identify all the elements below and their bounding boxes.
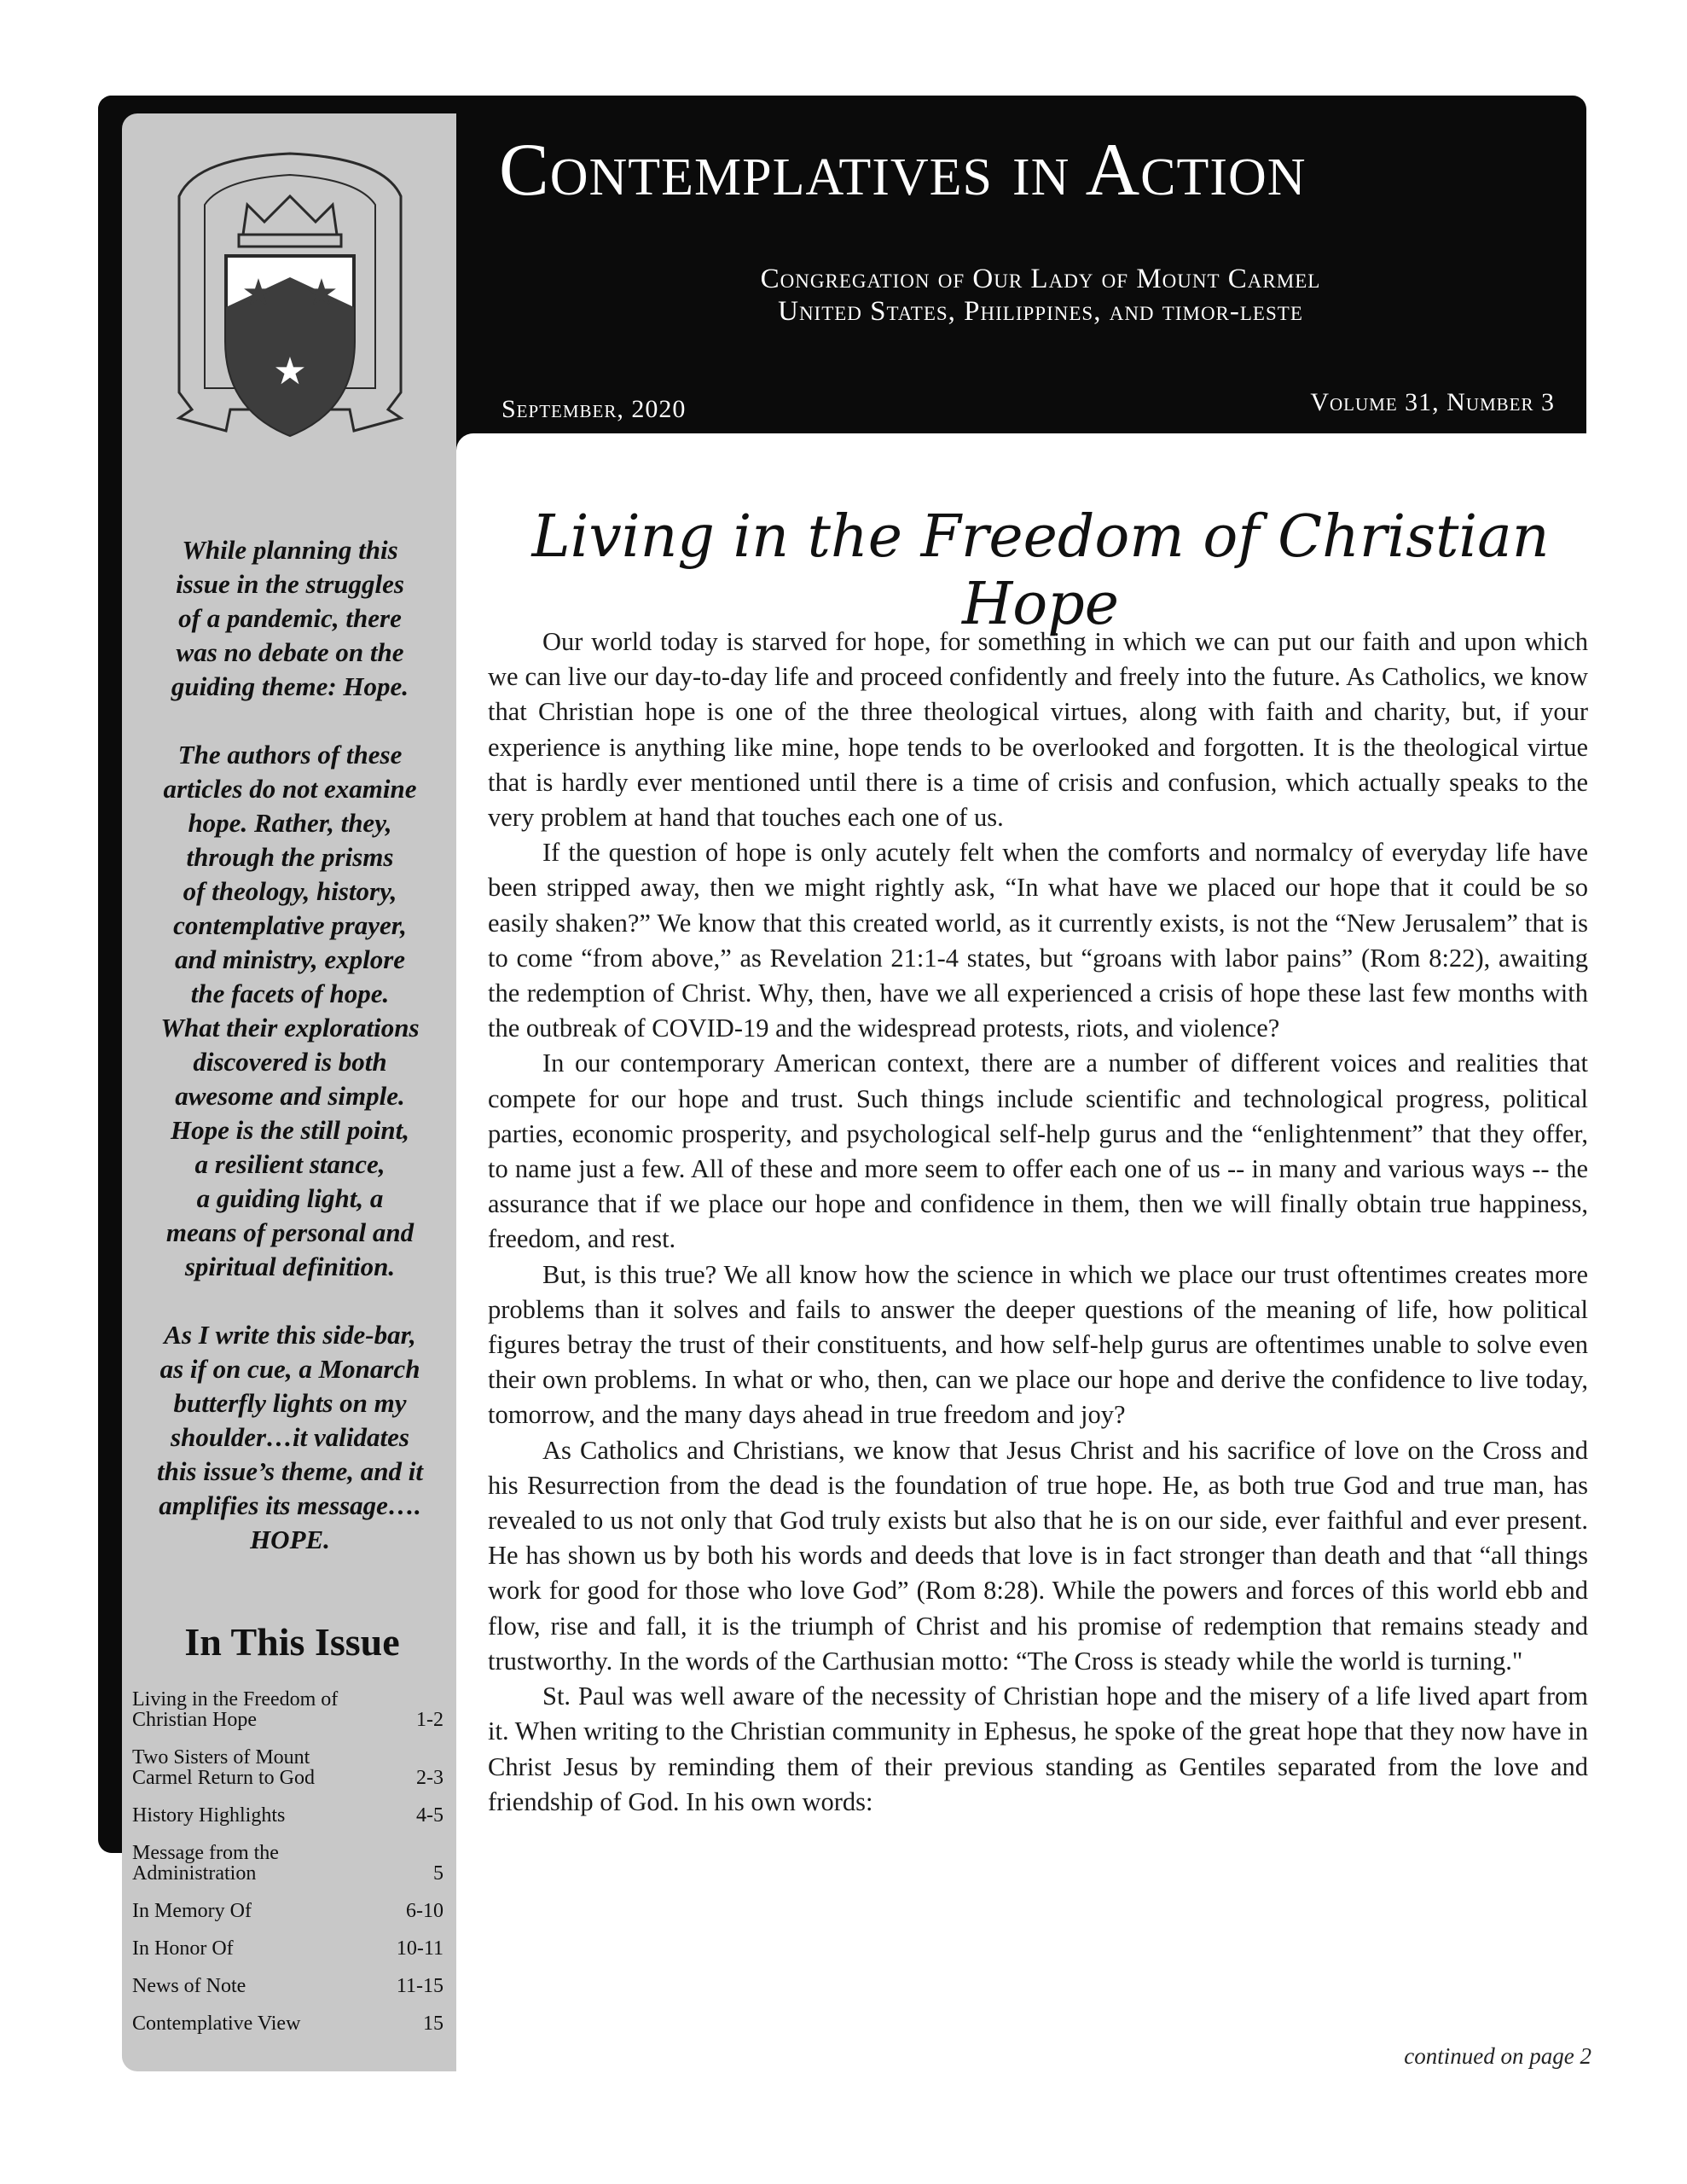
article-paragraph: If the question of hope is only acutely felt when the comforts and normalcy of everyday life have been stripped away, then we might rightly ask, “In what have we placed our hope that it could be so easily shaken?” We know that this created world, as it currently exists, is not the “New Jerusalem” that is to come “from above,” as Revelation 21:1-4 states, but “groans with labor pains” (Rom 8:22), awaiting the redemption of Christ. Why, then, have we all experienced a crisis of hope these last few months with the outbreak of COVID-19 and the widespread protests, riots, and violence? [488,838,1588,1043]
carmelite-crest-icon [145,136,435,469]
issue-date: September, 2020 [501,395,687,423]
toc-item-pages: 5 [433,1862,443,1885]
sidebar-editorial-note [136,533,443,1591]
sidebar-note-paragraph: As I write this side-bar, as if on cue, a Monarch butterfly lights on my shoulder…it validates this issue’s theme, and it amplifies its message…. HOPE. [156,1320,424,1554]
table-of-contents [132,1689,443,2051]
toc-item[interactable] [132,1938,443,1959]
article-headline: Living in the Freedom of Christian Hope [531,503,1550,638]
issue-volume: Volume 31, Number 3 [1310,388,1555,416]
toc-item-pages: 11-15 [396,1975,443,1997]
toc-item[interactable] [132,2013,443,2034]
masthead-subtitle [499,263,1582,328]
toc-item[interactable] [132,1901,443,1921]
toc-item-title: In Memory Of [132,1900,252,1922]
masthead-subtitle-line2: United States, Philippines, and timor-leste [778,296,1303,327]
svg-text:★: ★ [241,271,275,315]
sidebar-note-paragraph: The authors of these articles do not examine hope. Rather, they, through the prisms of theology, history, contemplative prayer, and ministry, explore the facets of hope. What their explorations discovered is both awesome and simple. Hope is the still point, a resilient stance, a guiding light, a means of personal and spiritual definition. [160,740,420,1281]
toc-item-pages: 4-5 [416,1804,443,1827]
toc-item-title: History Highlights [132,1804,286,1827]
toc-item-title: Two Sisters of Mount Carmel Return to God [132,1746,315,1789]
article-paragraph: But, is this true? We all know how the science in which we place our trust oftentimes creates more problems than it solves and fails to answer the deeper questions of the meaning of life, how political figures betray the trust of their constituents, and how self-help gurus are oftentimes unable to solve even their own problems. In what or who, then, can we place our hope and derive the confidence to live today, tomorrow, and the many days ahead in true freedom and joy? [488,1259,1588,1430]
toc-item-pages: 15 [423,2013,443,2035]
continued-note[interactable]: continued on page 2 [1404,2043,1591,2069]
toc-item[interactable] [132,1976,443,1996]
article-body [488,624,1588,1820]
toc-item[interactable] [132,1805,443,1826]
toc-title: In This Issue [184,1620,400,1664]
article-paragraph: St. Paul was well aware of the necessity of Christian hope and the misery of a life lived apart from it. When writing to the Christian community in Ephesus, he spoke of the great hope that they now have in Christ Jesus by reminding them of their previous standing as Gentiles separated from the love and friendship of God. In his own words: [488,1682,1588,1816]
toc-item-title: News of Note [132,1975,246,1997]
article-paragraph: In our contemporary American context, there are a number of different voices and realities that compete for our hope and trust. Such things include scientific and technological progress, political parties, economic prosperity, and psychological self-help gurus and the “enlightenment” that they offer, to name just a few. All of these and more seem to offer each one of us -- in many and various ways -- the assurance that if we place our hope and confidence in them, then we will finally obtain true happiness, freedom, and rest. [488,1048,1588,1254]
content-area-corner [456,433,1591,502]
toc-item-title: Message from the Administration [132,1842,279,1885]
toc-item-pages: 2-3 [416,1767,443,1789]
toc-item-pages: 1-2 [416,1709,443,1731]
svg-text:★: ★ [304,271,339,315]
masthead-title: Contemplatives in Action [499,129,1307,212]
toc-item-title: In Honor Of [132,1937,234,1960]
toc-item-title: Living in the Freedom of Christian Hope [132,1688,339,1731]
toc-item-pages: 10-11 [396,1937,443,1960]
toc-item[interactable] [132,1843,443,1884]
toc-item-title: Contemplative View [132,2013,301,2035]
sidebar-note-paragraph: While planning this issue in the struggles of a pandemic, there was no debate on the guiding theme: Hope. [171,535,409,701]
article-paragraph: As Catholics and Christians, we know that Jesus Christ and his sacrifice of love on the Cross and his Resurrection from the dead is the foundation of true hope. He, as both true God and true man, has revealed to us not only that God truly exists but also that he is on our side, ever faithful and ever present. He has shown us by both his words and deeds that love is in fact stronger than death and that “all things work for good for those who love God” (Rom 8:28). While the powers and forces of this world ebb and flow, rise and fall, it is the triumph of Christ and his promise of redemption that remains steady and trustworthy. In the words of the Carthusian motto: “The Cross is steady while the world is turning." [488,1435,1588,1676]
toc-item-pages: 6-10 [406,1900,443,1922]
article-paragraph: Our world today is starved for hope, for something in which we can put our faith and upon which we can live our day-to-day life and proceed confidently and freely into the future. As Catholics, we know that Christian hope is one of the three theological virtues, along with faith and charity, but, if your experience is anything like mine, hope tends to be overlooked and forgotten. It is the theological virtue that is hardly ever mentioned until there is a time of crisis and confusion, which actually speaks to the very problem at hand that touches each one of us. [488,627,1588,833]
toc-item[interactable] [132,1747,443,1788]
toc-item[interactable] [132,1689,443,1730]
masthead-subtitle-line1: Congregation of Our Lady of Mount Carmel [760,264,1321,294]
svg-text:★: ★ [273,350,307,393]
